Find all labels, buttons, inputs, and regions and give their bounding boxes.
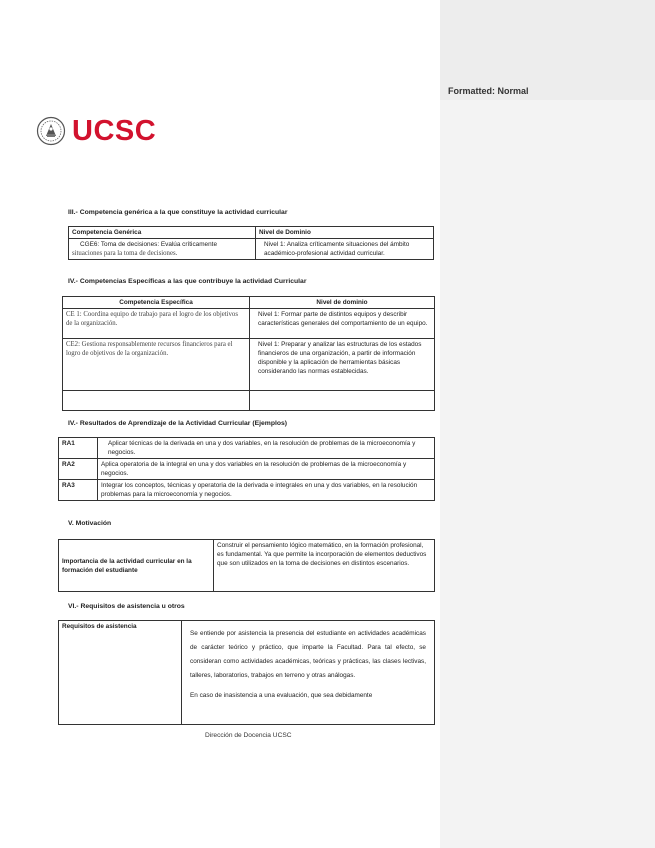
table-cell xyxy=(69,239,256,260)
table-cell: Nivel 1: Analiza críticamente situaciones del ámbito académico-profesional actividad curricular. xyxy=(256,239,434,260)
requirements-label: Requisitos de asistencia xyxy=(59,621,182,725)
result-code: RA3 xyxy=(59,480,98,501)
specific-competence-table xyxy=(62,296,435,411)
requirements-paragraph: En caso de inasistencia a una evaluación, que sea debidamente xyxy=(190,692,373,699)
table-cell xyxy=(63,391,250,411)
logo-text: UCSC xyxy=(72,115,157,147)
section-results-heading: IV.- Resultados de Aprendizaje de la Actividad Curricular (Ejemplos) xyxy=(68,420,288,427)
page-footer: Dirección de Docencia UCSC xyxy=(205,732,292,739)
ucsc-logo xyxy=(36,116,156,146)
format-change-label: Formatted: Normal xyxy=(448,86,529,96)
generic-competence-table xyxy=(68,226,434,260)
result-text: Aplicar técnicas de la derivada en una y dos variables, en la resolución de problemas de la microeconomía y negocios. xyxy=(98,438,435,459)
requirements-paragraph: Se entiende por asistencia la presencia del estudiante en actividades académicas de carácter teórico y práctico, que imparte la Facultad. Para tal efecto, se consideran como actividades académicas, teóricas y prácticas, las clases lectivas, talleres, laboratorios, trabajos en terreno y otras análogas. xyxy=(190,630,426,679)
motivation-text: Construir el pensamiento lógico matemático, en la formación profesional, es fundamental. Ya que permite la incorporación de elementos deductivos que son utilizados en la toma de decisiones en distintos escenarios. xyxy=(214,540,435,592)
motivation-label: Importancia de la actividad curricular en la formación del estudiante xyxy=(59,540,214,592)
table-cell xyxy=(250,391,435,411)
comments-sidebar xyxy=(440,0,655,848)
section-requirements-heading: VI.- Requisitos de asistencia u otros xyxy=(68,603,185,610)
table-cell: CE 1: Coordina equipo de trabajo para el logro de los objetivos de la organización. xyxy=(63,309,250,339)
result-code: RA1 xyxy=(59,438,98,459)
table-cell: Nivel 1: Preparar y analizar las estructuras de los estados financieros de una organización, a partir de información disponible y la aplicación de herramientas básicas considerando las normas establecidas. xyxy=(250,339,435,391)
cell-line: CGE6: Toma de decisiones: Evalúa críticamente xyxy=(80,241,217,248)
sidebar-header xyxy=(440,0,655,100)
ucsc-seal-icon xyxy=(36,116,66,146)
cell-line: situaciones para la toma de decisiones. xyxy=(72,250,178,257)
col-header: Competencia Genérica xyxy=(69,227,256,239)
requirements-cell xyxy=(182,621,435,725)
result-text: Aplica operatoria de la integral en una y dos variables en la resolución de problemas de la microeconomía y negocios. xyxy=(98,459,435,480)
table-cell: CE2: Gestiona responsablemente recursos financieros para el logro de objetivos de la organización. xyxy=(63,339,250,391)
motivation-table xyxy=(58,539,435,592)
section-iv-heading: IV.- Competencias Específicas a las que contribuye la actividad Curricular xyxy=(68,278,307,285)
result-text: Integrar los conceptos, técnicas y operatoria de la derivada e integrales en una y dos variables, en la resolución problemas para la microeconomía y negocios. xyxy=(98,480,435,501)
learning-results-table xyxy=(58,437,435,501)
requirements-table xyxy=(58,620,435,725)
section-iii-heading: III.- Competencia genérica a la que constituye la actividad curricular xyxy=(68,209,288,216)
table-cell: Nivel 1: Formar parte de distintos equipos y describir características generales del comportamiento de un equipo. xyxy=(250,309,435,339)
result-code: RA2 xyxy=(59,459,98,480)
section-motivation-heading: V. Motivación xyxy=(68,520,112,527)
col-header: Competencia Específica xyxy=(63,297,250,309)
col-header: Nivel de Dominio xyxy=(256,227,434,239)
col-header: Nivel de dominio xyxy=(250,297,435,309)
